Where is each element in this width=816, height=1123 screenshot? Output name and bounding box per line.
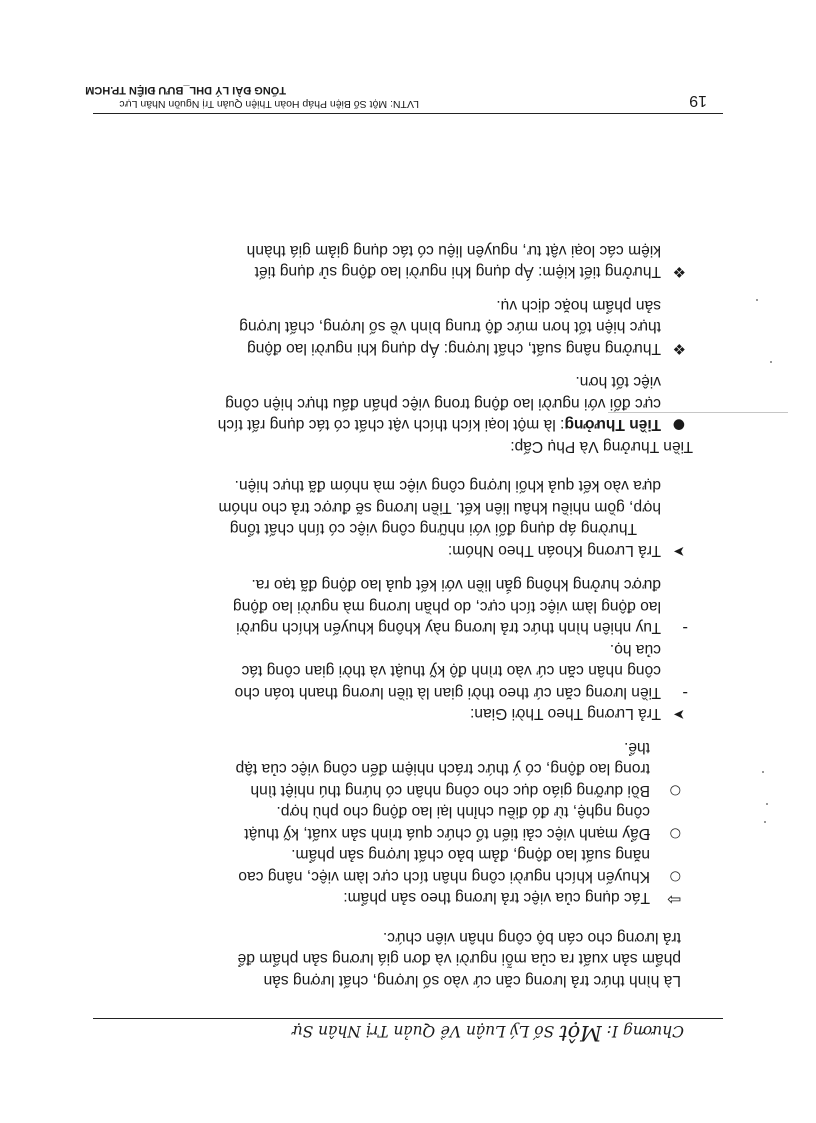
effects-section — [96, 737, 681, 909]
text-line: Thưởng tiết kiệm: Áp dụng khi người lao động sử dụng tiết — [254, 263, 661, 281]
text-line: Thường áp dụng đối với những công việc có tính chất tổng — [229, 520, 637, 538]
scan-speck — [762, 771, 764, 773]
arrowhead-bullet-icon: ➤ — [673, 706, 685, 723]
dash-bullet-icon: - — [682, 619, 688, 638]
bonus-section — [96, 240, 693, 458]
text-line: thể. — [623, 739, 650, 756]
section-heading: Tiền Thưởng Và Phụ Cấp: — [510, 438, 693, 455]
text-line: Tuy nhiên hình thức trả lương này không khuyến khích người — [236, 619, 661, 637]
dash-bullet-icon: - — [682, 684, 688, 702]
group-pay-section — [96, 475, 685, 561]
text-line: được hưởng không gắn liền với kết quả lao động đã tạo ra. — [251, 576, 661, 594]
time-pay-section — [96, 574, 688, 725]
text-line: hợp, gồm nhiều khâu liên kết. Tiền lương sẽ được trả cho nhóm — [218, 499, 661, 516]
text-line: việc tốt hơn. — [575, 373, 661, 391]
section-heading: Trả Lương Khoán Theo Nhóm: — [447, 542, 661, 559]
section-heading: Tác dụng của việc trả lương theo sản phẩm: — [343, 889, 650, 907]
bonus-term-rest: : là một loại kích thích vật chất có tác dụng rất tích — [217, 416, 565, 434]
footer-org: TỔNG ĐÀI LÝ DHL_BƯU ĐIỆN TP.HCM — [85, 84, 286, 96]
text-line: thực hiện tốt hơn mức độ trung bình về số lượng, chất lượng — [239, 318, 661, 336]
header-rule — [93, 1018, 723, 1019]
text-line: công nghệ, từ đó điều chỉnh lại lao động cho phù hợp. — [276, 803, 650, 821]
text-line: trong lao động, có ý thức trách nhiệm đến công việc của tập — [235, 760, 650, 778]
scan-speck — [756, 299, 758, 301]
text-line: kiệm các loại vật tư, nguyên liệu có tác dụng giảm giá thành — [246, 242, 661, 259]
text-line: của họ. — [609, 641, 661, 658]
text-line: Thưởng nâng suất, chất lượng: Áp dụng khi người lao động — [247, 340, 661, 357]
hollow-circle-bullet-icon: ○ — [669, 826, 681, 841]
scan-speck — [764, 821, 766, 823]
text-line: Khuyến khích người công nhân tích cực làm việc, nâng cao — [238, 868, 650, 885]
hollow-circle-bullet-icon: ○ — [669, 869, 681, 884]
four-diamond-bullet-icon: ❖ — [672, 340, 686, 358]
arrowhead-bullet-icon: ➤ — [673, 543, 685, 559]
text-line: sản phẩm hoặc dịch vụ. — [496, 297, 661, 314]
bonus-term: Tiền Thưởng — [564, 416, 661, 434]
section-heading: Trả Lương Theo Thời Gian: — [470, 705, 661, 723]
page-number: 19 — [689, 92, 707, 109]
footer-rule — [93, 113, 723, 114]
hollow-right-arrow-icon: ⇨ — [666, 889, 681, 910]
text-line: trả lương cho cán bộ công nhân viên chức. — [382, 929, 681, 946]
filled-dot-bullet-icon: ● — [672, 417, 685, 434]
text-line: Bồi dưỡng giáo dục cho công nhân có hứng thú nhiệt tình — [250, 782, 650, 799]
text-line: phẩm sản xuất ra của mỗi người và đơn giá lương sản phẩm để — [237, 950, 681, 968]
hollow-circle-bullet-icon: ○ — [669, 783, 681, 798]
text-line: cực đối với người lao động trong việc phấn đấu thực hiện công — [225, 395, 661, 412]
text-line: công nhân căn cứ vào trình độ kỹ thuật và thời gian công tác — [241, 662, 661, 680]
text-line: Tiền lương căn cứ theo thời gian là tiền lương thanh toán cho — [234, 684, 661, 701]
text-line — [96, 414, 661, 436]
scan-speck — [770, 361, 772, 363]
scan-artifact-line — [608, 412, 788, 413]
text-line: Là hình thức trả lương căn cứ vào số lượng, chất lượng sản — [263, 972, 681, 989]
chapter-header — [293, 1021, 684, 1045]
chapter-label: Chương I: — [606, 1022, 684, 1040]
intro-paragraph — [96, 927, 681, 992]
text-line: Đẩy mạnh việc cải tiến tổ chức quá trình sản xuất, kỹ thuật — [244, 825, 650, 842]
footer-thesis-label: LVTN: Một Số Biện Pháp Hoàn Thiện Quản Trị Nguồn Nhân Lực — [119, 98, 419, 110]
page-body — [96, 240, 693, 992]
chapter-title-rest: Số Lý Luận Về Quản Trị Nhân Sự — [292, 1022, 555, 1040]
text-line: lao động làm việc tích cực, do phần lương mà người lao động — [233, 598, 661, 615]
scan-speck — [766, 803, 768, 805]
chapter-title-big: Một — [559, 1021, 602, 1045]
text-line: năng suất lao động, đảm bảo chất lượng sản phẩm. — [291, 846, 650, 864]
four-diamond-bullet-icon: ❖ — [672, 263, 686, 282]
text-line: dựa vào kết quả khối lượng công việc mà nhóm đã thực hiện. — [234, 477, 661, 495]
